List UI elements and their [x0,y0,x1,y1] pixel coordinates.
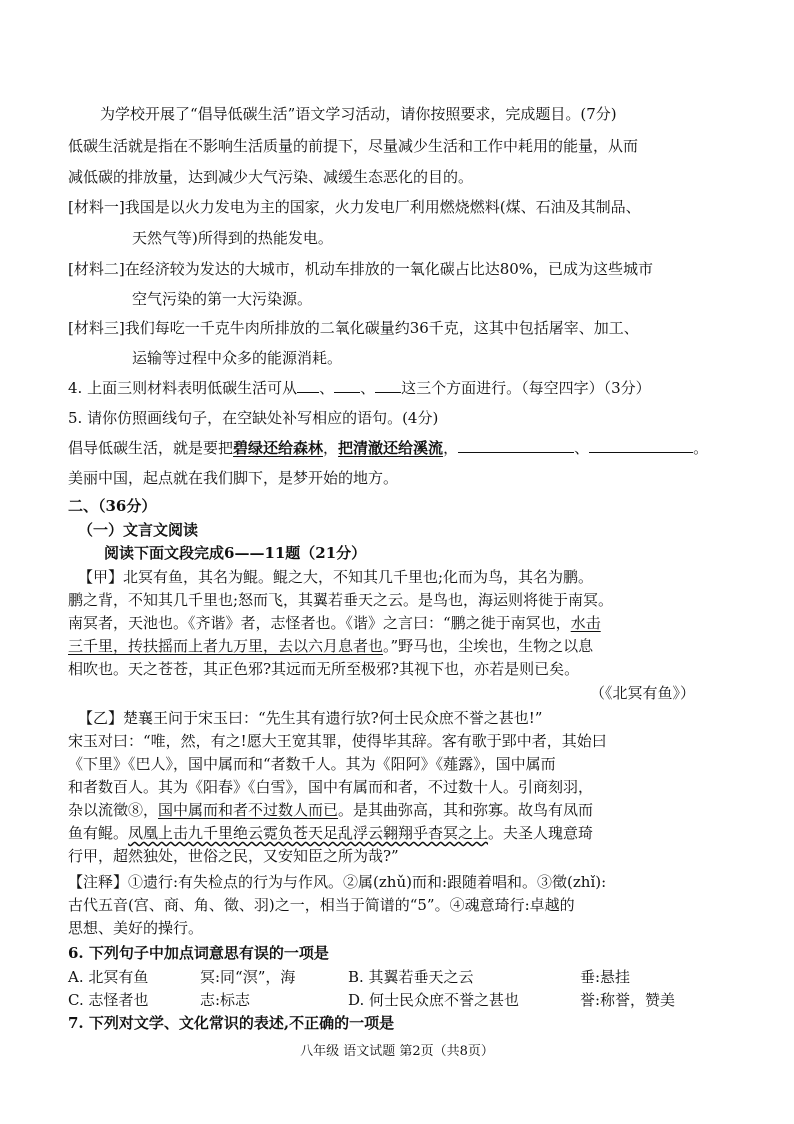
jia-line-4 [68,636,593,656]
q4-blank-2[interactable] [334,378,360,393]
material-3-line-2: 运输等过程中众多的能源消耗。 [132,349,343,367]
yi-line-5-a: 杂以流徵⑧， [68,801,159,819]
q6-option-a-note: 冥:同“溟”，海 [200,968,296,986]
yi-line-6-b: 。夫圣人瑰意琦 [488,824,594,842]
jia-line-4-underline: 三千里，抟扶摇而上者九万里，去以六月息者也 [68,637,384,655]
q6-option-c[interactable]: C. 志怪者也 [68,991,149,1009]
intro-line-3: 减低碳的排放量，达到减少大气污染、减缓生态恶化的目的。 [68,168,474,186]
q5-blank-2[interactable] [589,438,693,453]
q5-comma-2: ， [443,439,459,457]
yi-line-7: 行甲，超然独处，世俗之民，又安知臣之所为哉?” [68,847,399,865]
notes-line-3: 思想、美好的操行。 [68,919,204,937]
notes-line-2: 古代五音(宫、商、角、徵、羽)之一，相当于简谱的“5”。④魂意琦行:卓越的 [68,896,575,914]
q4-blank-1[interactable] [297,378,319,393]
q6-option-d[interactable]: D. 何士民众庶不誉之甚也 [348,991,520,1009]
q6-option-b[interactable]: B. 其翼若垂天之云 [348,968,474,986]
q4-sep-2: 、 [360,379,376,397]
jia-line-3 [68,613,601,633]
material-2-line-2: 空气污染的第一大污染源。 [132,290,313,308]
material-1-text: 我国是以火力发电为主的国家，火力发电厂利用燃烧燃料(煤、石油及其制品、 [124,198,641,216]
q6-option-a[interactable]: A. 北冥有鱼 [68,968,149,986]
intro-line-1: 为学校开展了“倡导低碳生活”语文学习活动，请你按照要求，完成题目。(7分) [100,105,617,123]
material-1-label: [材料一] [68,198,125,216]
jia-line-5: 相吹也。天之苍苍，其正色邪?其远而无所至极邪?其视下也，亦若是则已矣。 [68,660,580,678]
yi-line-4: 和者数百人。其为《阳春》《白雪》，国中有属而和者，不过数十人。引商刻羽， [68,778,594,796]
question-5-title: 5. 请你仿照画线句子，在空缺处补写相应的语句。(4分) [68,409,439,427]
q6-option-c-note: 志:标志 [200,991,251,1009]
q4-suffix: 这三个方面进行。（每空四字）（3分） [401,379,651,397]
yi-line-1: 【乙】楚襄王问于宋玉曰：“先生其有遗行欤?何士民众庶不誉之甚也!” [78,709,543,727]
material-2-text: 在经济较为发达的大城市，机动车排放的一氧化碳占比达80%，已成为这些城市 [124,260,654,278]
jia-source: （《北冥有鱼》） [590,684,696,702]
section-2-heading: 二、（36分） [68,497,157,515]
q5-text-a: 倡导低碳生活，就是要把 [68,439,234,457]
question-5-line-2: 美丽中国，起点就在我们脚下，是梦开始的地方。 [68,469,399,487]
yi-line-6-a: 鱼有鲲。 [68,824,129,842]
material-3-label: [材料三] [68,319,125,337]
jia-line-2: 鹏之背，不知其几千里也;怒而飞，其翼若垂天之云。是鸟也，海运则将徙于南冥。 [68,591,614,609]
yi-line-3: 《下里》《巴人》，国中属而和“者数千人。其为《阳阿》《薤露》，国中属而 [68,755,556,773]
q6-option-d-note: 誉:称誉，赞美 [580,991,676,1009]
q5-sep: 、 [574,439,590,457]
q4-prefix: 4. 上面三则材料表明低碳生活可从 [68,379,298,397]
section-2-instruction: 阅读下面文段完成6——11题（21分） [104,544,367,562]
q4-sep-1: 、 [319,379,335,397]
intro-line-2: 低碳生活就是指在不影响生活质量的前提下，尽量减少生活和工作中耗用的能量，从而 [68,137,639,155]
question-6-title: 6. 下列句子中加点词意思有误的一项是 [68,944,329,962]
material-2-line-1 [68,259,653,279]
q4-blank-3[interactable] [375,378,401,393]
q5-underline-b: 把清澈还给溪流 [338,439,444,457]
q5-blank-1[interactable] [458,438,574,453]
yi-line-5-underline: 国中属而和者不过数人而已 [158,801,339,819]
question-4 [68,378,651,398]
yi-line-6 [68,823,593,843]
q6-option-b-note: 垂:悬挂 [580,968,631,986]
yi-line-5 [68,800,593,820]
question-5-sentence [68,438,708,458]
material-1-line-1 [68,197,641,217]
q5-comma: ， [323,439,339,457]
q5-underline-a: 碧绿还给森林 [233,439,324,457]
notes-line-1: 【注释】①遗行:有失检点的行为与作风。②属(zhǔ)而和:跟随着唱和。③徵(zhǐ): [68,873,607,891]
yi-line-2: 宋玉对曰：“唯，然，有之!愿大王宽其罪，使得毕其辞。客有歌于郢中者，其始曰 [68,732,607,750]
material-3-line-1 [68,318,639,338]
section-2-sub-heading: （一）文言文阅读 [78,521,199,539]
material-3-text: 我们每吃一千克牛肉所排放的二氧化碳量约36千克，这其中包括屠宰、加工、 [124,319,639,337]
question-7-title: 7. 下列对文学、文化常识的表述,不正确的一项是 [68,1014,395,1032]
material-2-label: [材料二] [68,260,125,278]
material-1-line-2: 天然气等)所得到的热能发电。 [132,229,333,247]
q5-end: 。 [693,439,709,457]
jia-line-4-text: 。”野马也，尘埃也，生物之以息 [383,637,594,655]
page-footer: 八年级 语文试题 第2页（共8页） [300,1044,494,1059]
jia-line-3-underline: 水击 [570,614,601,632]
yi-line-5-b: 。是其曲弥高，其和弥寡。故鸟有凤而 [338,801,594,819]
jia-line-3-text: 南冥者，天池也。《齐谐》者，志怪者也。《谐》之言曰：“鹏之徙于南冥也， [68,614,571,632]
jia-line-1: 【甲】北冥有鱼，其名为鲲。鲲之大，不知其几千里也;化而为鸟，其名为鹏。 [78,568,594,586]
yi-line-6-underline: 凤凰上击九千里绝云霓负苍天足乱浮云翱翔乎杳冥之上 [128,824,489,842]
